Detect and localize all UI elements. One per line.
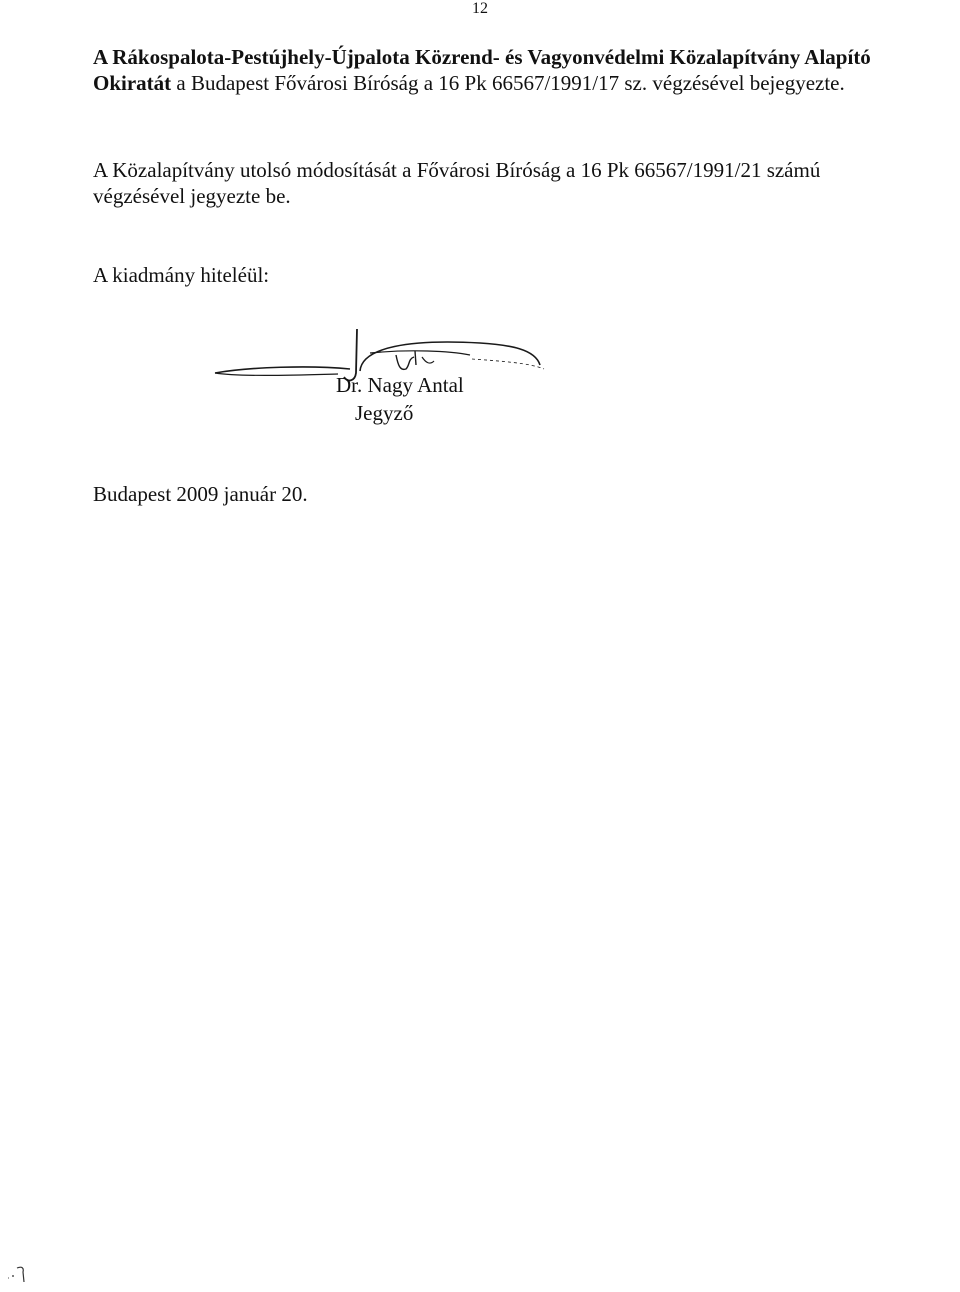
signer-title: Jegyző: [355, 401, 414, 425]
authentication-label: A kiadmány hiteléül:: [93, 263, 270, 287]
amendment-statement: A Közalapítvány utolsó módosítását a Fővárosi Bíróság a 16 Pk 66567/1991/21 számú végzésével jegyezte be.: [93, 158, 821, 208]
signature-block: [210, 325, 570, 435]
founding-statement: [93, 44, 893, 96]
document-date: Budapest 2009 január 20.: [93, 482, 308, 506]
foundation-name: A Rákospalota-Pestújhely-Újpalota Közrend- és Vagyonvédelmi Közalapítvány Alapító Okiratát: [93, 45, 871, 95]
signer-name: Dr. Nagy Antal: [336, 373, 464, 397]
registration-text: a Budapest Fővárosi Bíróság a 16 Pk 66567/1991/17 sz. végzésével bejegyezte.: [171, 71, 845, 95]
page-number: 12: [472, 0, 488, 17]
scan-mark: [6, 1262, 32, 1286]
